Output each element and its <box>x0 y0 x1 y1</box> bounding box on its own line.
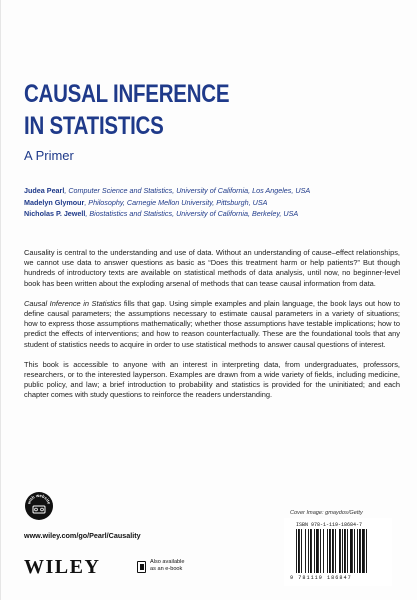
barcode-bar <box>316 529 319 573</box>
barcode-bar <box>342 529 343 573</box>
badge-text: with website <box>26 492 52 505</box>
barcode-bar <box>314 529 315 573</box>
title-line-1: CAUSAL INFERENCE <box>24 80 230 108</box>
author-entry <box>24 208 404 220</box>
blurb-paragraph-3: This book is accessible to anyone with an interest in interpreting data, from undergraduates, professors, researchers, or to the interested layperson. Examples are drawn from a wide variety of fields, including medicine, public policy, and law; a brief introduction to probability and statistics is provided for the uninitiated; and each chapter comes with study questions to reinforce the readers understanding. <box>24 359 400 400</box>
blurb-text <box>24 248 400 411</box>
barcode-bar <box>310 529 312 573</box>
book-title-italic: Causal Inference in Statistics <box>24 298 122 308</box>
author-name: Nicholas P. Jewell <box>24 209 86 218</box>
isbn-label: ISBN 978-1-119-18684-7 <box>296 522 363 528</box>
barcode-bar <box>347 529 348 573</box>
blurb-paragraph-1: Causality is central to the understanding and use of data. Without an understanding of cause–effect relationships, we cannot use data to answer questions as basic as “Does this treatment harm or help patients?” But though hundreds of introductory texts are available on statistical methods of data analysis, until now, no beginner-level book has been written about the exploding arsenal of methods that can tease causal information from data. <box>24 248 400 288</box>
ebook-icon <box>137 561 146 573</box>
barcode-bar <box>344 529 346 573</box>
ebook-line-2: as an e-book <box>150 566 183 573</box>
barcode-bar <box>301 529 302 573</box>
barcode-bar <box>332 529 334 573</box>
barcode-bar <box>320 529 321 573</box>
book-title <box>24 78 319 142</box>
author-name: Madelyn Glymour <box>24 197 85 207</box>
barcode-bar <box>335 529 336 573</box>
blurb-paragraph-2 <box>24 299 400 350</box>
barcode-bar <box>357 529 358 573</box>
barcode-bar <box>366 529 367 573</box>
barcode-bar <box>308 529 309 573</box>
barcode-bar <box>350 529 353 573</box>
author-list <box>24 185 404 220</box>
barcode-bars <box>296 529 384 573</box>
barcode-number: 9 781119 186847 <box>290 575 352 581</box>
title-line-2: IN STATISTICS <box>24 112 164 140</box>
ebook-notice <box>150 559 185 574</box>
author-affiliation: , Philosophy, Carnegie Mellon University, Pittsburgh, USA <box>84 197 268 207</box>
author-entry <box>24 197 404 209</box>
barcode-bar <box>327 529 328 573</box>
blurb-paragraph-2-text: fills that gap. Using simple examples and plain language, the book lays out how to define causal parameters; the assumptions necessary to estimate causal parameters in a variety of situations; how to express those assumptions mathematically; whether those assumptions have testable implications; how to predict the effects of interventions; and how to reason counterfactually. These are the foundational tools that any student of statistics needs to acquire in order to use statistical methods to answer causal questions of interest. <box>24 298 400 349</box>
barcode-bar <box>305 529 306 573</box>
cover-image-credit: Cover Image: gmaydos/Getty <box>290 510 363 516</box>
website-icon <box>25 492 53 520</box>
publisher-logo: WILEY <box>24 556 101 578</box>
barcode-bar <box>329 529 331 573</box>
author-affiliation: , Biostatistics and Statistics, University of California, Berkeley, USA <box>85 209 299 218</box>
author-name: Judea Pearl <box>24 186 65 195</box>
barcode-bar <box>362 529 365 573</box>
author-entry <box>24 185 404 197</box>
barcode-bar <box>354 529 355 573</box>
author-affiliation: , Computer Science and Statistics, University of California, Los Angeles, USA <box>64 186 311 195</box>
barcode-bar <box>359 529 361 573</box>
svg-text:with website <box>26 493 52 506</box>
ebook-line-1: Also available <box>150 559 185 565</box>
barcode <box>284 518 392 586</box>
website-url[interactable]: www.wiley.com/go/Pearl/Causality <box>24 531 141 540</box>
barcode-bar <box>298 529 300 573</box>
book-subtitle: A Primer <box>24 148 74 163</box>
barcode-bar <box>323 529 324 573</box>
barcode-bar <box>296 529 297 573</box>
barcode-bar <box>339 529 341 573</box>
